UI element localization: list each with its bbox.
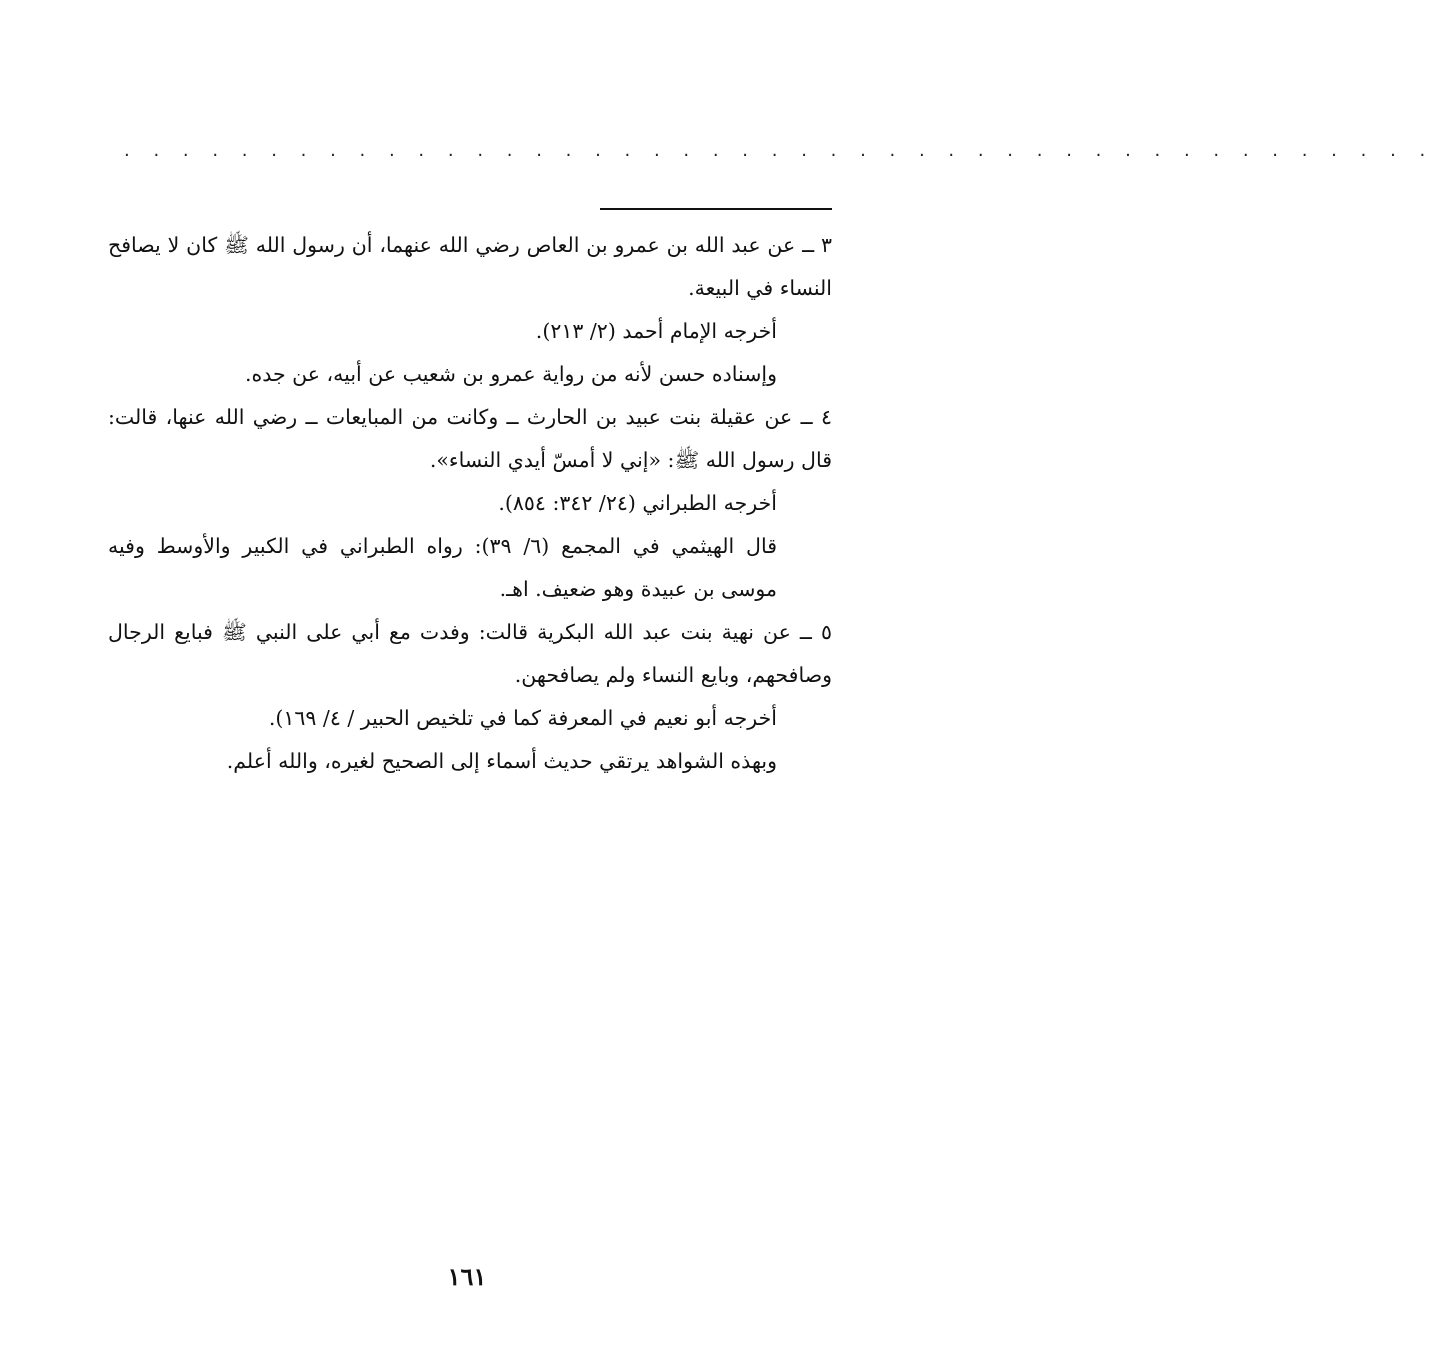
footnote-3-source: أخرجه الإمام أحمد (٢/ ٢١٣). bbox=[535, 319, 777, 343]
footnote-5: ٥ ــ عن نهية بنت عبد الله البكرية قالت: وفدت مع أبي على النبي ﷺ فبايع الرجال وصافحهم، وبايع النساء ولم يصافحهن. bbox=[108, 620, 832, 687]
footnote-3: ٣ ــ عن عبد الله بن عمرو بن العاص رضي الله عنهما، أن رسول الله ﷺ كان لا يصافح النساء في البيعة. bbox=[108, 233, 832, 300]
footnote-3-grading: وإسناده حسن لأنه من رواية عمرو بن شعيب عن أبيه، عن جده. bbox=[244, 362, 777, 386]
separator-dots: . . . . . . . . . . . . . . . . . . . . . . . . . . . . . . . . . . . . . . . . . . . . . bbox=[124, 140, 1434, 161]
footnote-4-grading: قال الهيثمي في المجمع (٦/ ٣٩): رواه الطبراني في الكبير والأوسط وفيه موسى بن عبيدة وهو ضعيف. اهـ. bbox=[108, 534, 777, 601]
footnotes-block bbox=[108, 224, 832, 783]
footnote-4-source: أخرجه الطبراني (٢٤/ ٣٤٢: ٨٥٤). bbox=[498, 491, 777, 515]
page-number: ١٦١ bbox=[447, 1262, 487, 1291]
footnote-5-source: أخرجه أبو نعيم في المعرفة كما في تلخيص الحبير / ٤/ ١٦٩). bbox=[268, 706, 777, 730]
footnote-4: ٤ ــ عن عقيلة بنت عبيد بن الحارث ــ وكانت من المبايعات ــ رضي الله عنها، قالت: قال رسول الله ﷺ: «إني لا أمسّ أيدي النساء». bbox=[108, 405, 832, 472]
footnote-rule bbox=[600, 208, 832, 210]
conclusion: وبهذه الشواهد يرتقي حديث أسماء إلى الصحيح لغيره، والله أعلم. bbox=[226, 749, 777, 773]
